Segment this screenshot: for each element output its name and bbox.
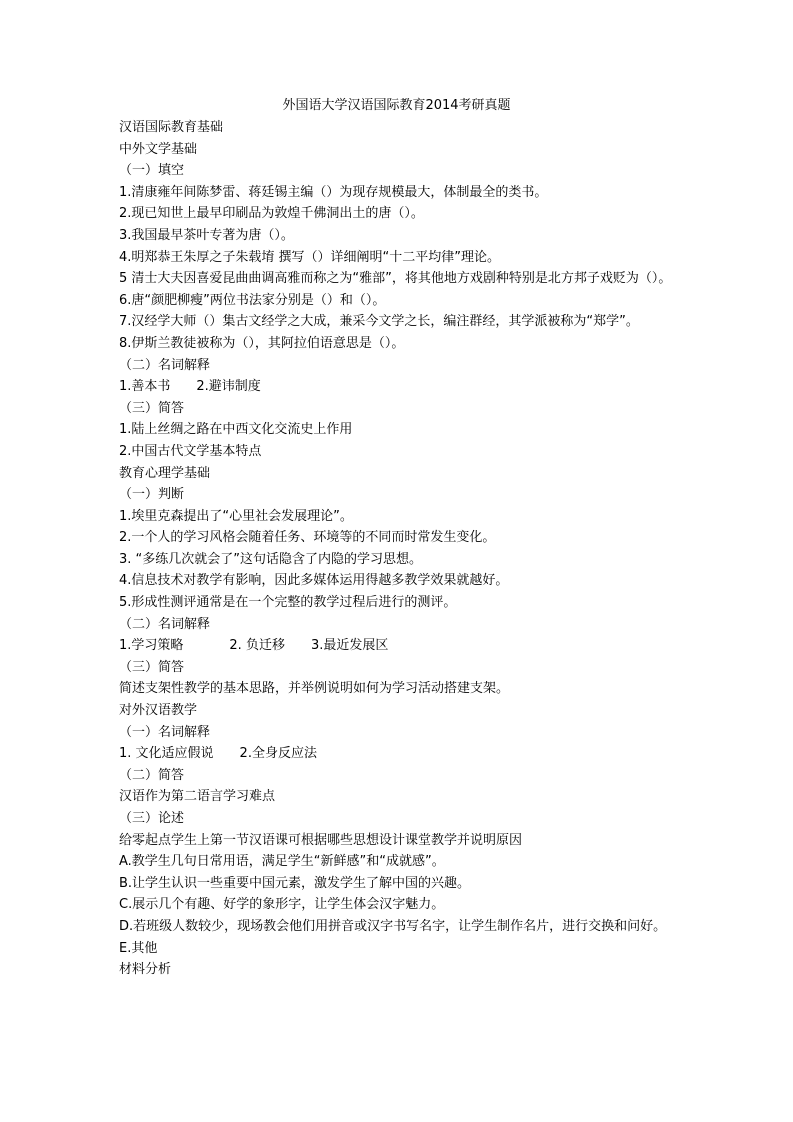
part-heading: （一）填空 [119,163,185,179]
question-line: 5 清士大夫因喜爱昆曲曲调高雅而称之为“雅部”，将其他地方戏剧种特别是北方邦子戏贬为（）。 [119,271,672,287]
part-heading: （三）论述 [119,811,185,826]
term-item: 3.最近发展区 [310,638,389,654]
term-list [119,743,679,765]
question-line: 4.信息技术对教学有影响，因此多媒体运用得越多教学效果就越好。 [119,573,509,589]
term-list [119,376,679,398]
part-heading: （三）简答 [119,659,185,675]
question-line: 1.陆上丝绸之路在中西文化交流史上作用 [119,422,353,438]
question-line: 8.伊斯兰教徒被称为（），其阿拉伯语意思是（）。 [119,335,405,351]
part-heading: 材料分析 [119,962,172,978]
question-line: 给零起点学生上第一节汉语课可根据哪些思想设计课堂教学并说明原因 [119,832,523,848]
part-heading: （二）名词解释 [119,616,211,632]
term-item: 1.善本书 [119,379,171,395]
part-heading: （一）判断 [119,487,185,503]
term-item: 2.避讳制度 [196,379,261,395]
term-item: 2. 负迁移 [229,638,285,654]
question-line: 5.形成性测评通常是在一个完整的教学过程后进行的测评。 [119,595,457,611]
question-line: 汉语作为第二语言学习难点 [119,789,276,805]
option-line: C.展示几个有趣、好学的象形字，让学生体会汉字魅力。 [119,897,445,913]
section-heading: 汉语国际教育基础 [119,120,224,135]
term-item: 1. 文化适应假说 [119,746,214,762]
question-line: 简述支架性教学的基本思路，并举例说明如何为学习活动搭建支架。 [119,681,510,697]
option-line: D.若班级人数较少，现场教会他们用拼音或汉字书写名字，让学生制作名片，进行交换和问好。 [119,918,667,934]
option-line: B.让学生认识一些重要中国元素，激发学生了解中国的兴趣。 [119,875,471,891]
subsection-heading: 教育心理学基础 [119,465,211,481]
question-line: 2.现已知世上最早印刷品为敦煌千佛洞出土的唐（）。 [119,206,424,222]
part-heading: （二）名词解释 [119,357,211,373]
question-line: 3. “多练几次就会了”这句话隐含了内隐的学习思想。 [119,551,423,567]
question-line: 3.我国最早茶叶专著为唐（）。 [119,227,294,243]
option-line: A.教学生几句日常用语，满足学生“新鲜感”和“成就感”。 [119,854,445,870]
subsection-heading: 中外文学基础 [119,141,198,157]
term-item: 2.全身反应法 [239,746,317,762]
question-line: 7.汉经学大师（）集古文经学之大成，兼采今文学之长，编注群经，其学派被称为“郑学”。 [119,314,639,330]
option-line: E.其他 [119,940,158,956]
term-item: 1.学习策略 [119,638,184,654]
part-heading: （一）名词解释 [119,724,211,740]
part-heading: （三）简答 [119,400,185,416]
part-heading: （二）简答 [119,767,185,783]
question-line: 1.埃里克森提出了“心里社会发展理论”。 [119,508,353,524]
document-title: 外国语大学汉语国际教育2014考研真题 [282,98,511,113]
question-line: 6.唐“颜肥柳瘦”两位书法家分别是（）和（）。 [119,292,386,308]
term-list [119,635,679,657]
subsection-heading: 对外汉语教学 [119,703,198,719]
question-line: 1.清康雍年间陈梦雷、蒋廷锡主编（）为现存规模最大，体制最全的类书。 [119,184,548,200]
document-body [119,117,679,981]
question-line: 2.中国古代文学基本特点 [119,443,262,459]
question-line: 2.一个人的学习风格会随着任务、环境等的不同而时常发生变化。 [119,530,496,546]
question-line: 4.明郑恭王朱厚之子朱载堉 撰写（）详细阐明“十二平均律”理论。 [119,249,501,265]
